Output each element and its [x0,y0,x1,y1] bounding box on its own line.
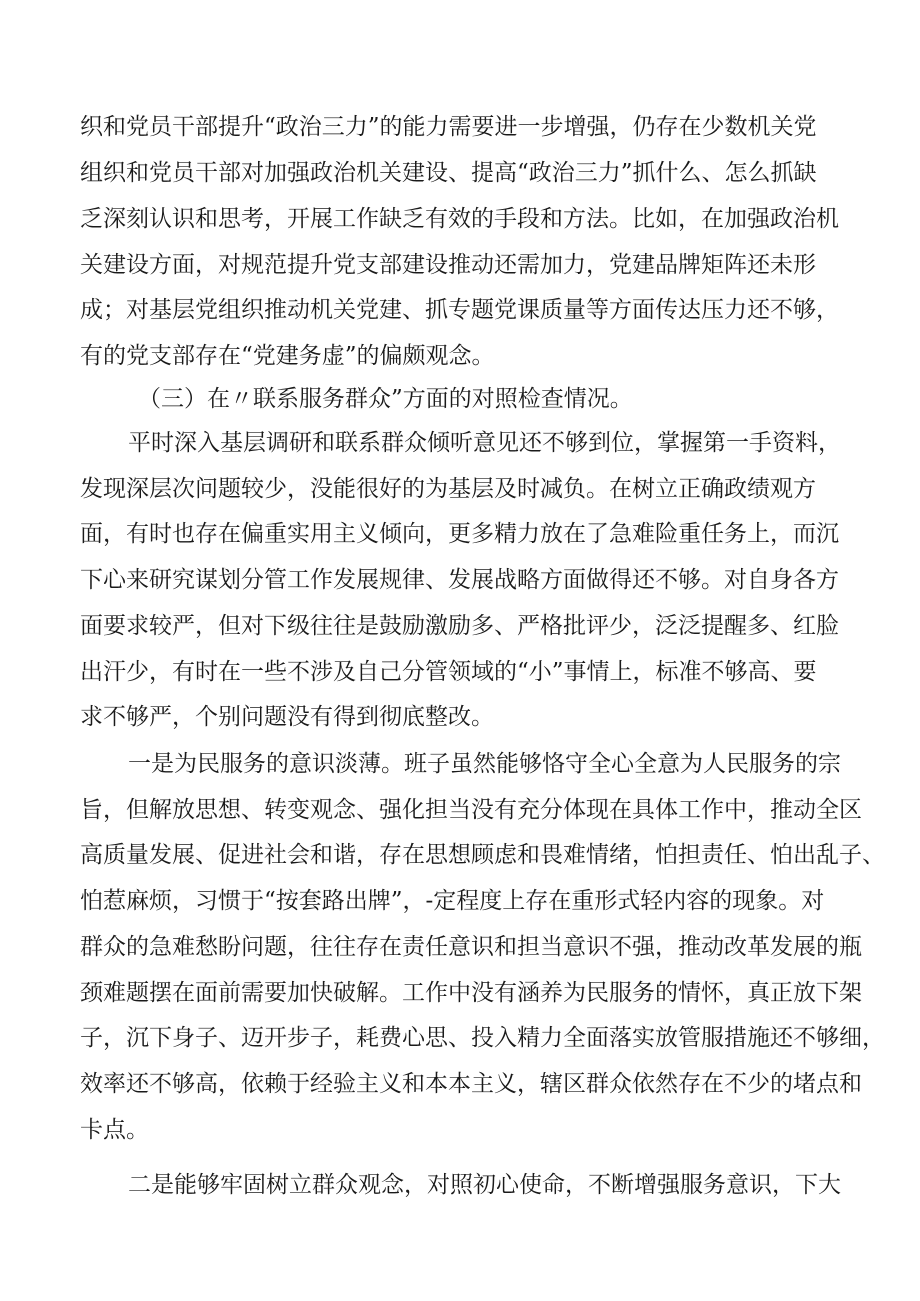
text-line: 效率还不够高，依赖于经验主义和本本主义，辖区群众依然存在不少的堵点和 [80,1071,862,1097]
text-line: 发现深层次问题较少，没能很好的为基层及时减负。在树立正确政绩观方 [80,476,816,502]
text-line: 出汗少，有时在一些不涉及自己分管领域的“小”事情上，标准不够高、要 [80,659,817,685]
text-line: 面要求较严，但对下级往往是鼓励激励多、严格批评少，泛泛提醒多、红脸 [80,613,839,639]
text-line: 怕惹麻烦，习惯于“按套路出牌”，-定程度上存在重形式轻内容的现象。对 [80,888,825,914]
text-line: 卡点。 [80,1117,149,1143]
text-line: 有的党支部存在“党建务虚”的偏颇观念。 [80,343,495,369]
text-line: 高质量发展、促进社会和谐，存在思想顾虑和畏难情绪，怕担责任、怕出乱子、 [80,842,885,868]
text-line: 颈难题摆在面前需要加快破解。工作中没有涵养为民服务的情怀，真正放下架 [80,980,862,1006]
text-line: 面，有时也存在偏重实用主义倾向，更多精力放在了急难险重任务上，而沉 [80,521,839,547]
text-line: 下心来研究谋划分管工作发展规律、发展战略方面做得还不够。对自身各方 [80,567,839,593]
text-line: 群众的急难愁盼问题，往往存在责任意识和担当意识不强，推动改革发展的瓶 [80,934,862,960]
text-line: 求不够严，个别问题没有得到彻底整改。 [80,704,494,730]
text-line: 旨，但解放思想、转变观念、强化担当没有充分体现在具体工作中，推动全区 [80,797,862,823]
text-line: 织和党员干部提升“政治三力”的能力需要进一步增强，仍存在少数机关党 [80,114,817,140]
text-line: 子，沉下身子、迈开步子，耗费心思、投入精力全面落实放管服措施还不够细， [80,1025,885,1051]
text-line: 成；对基层党组织推动机关党建、抓专题党课质量等方面传达压力还不够， [80,297,839,323]
text-line: 平时深入基层调研和联系群众倾听意见还不够到位，掌握第一手资料， [128,430,841,456]
text-line: 一是为民服务的意识淡薄。班子虽然能够恪守全心全意为人民服务的宗 [128,751,841,777]
text-line: 二是能够牢固树立群众观念，对照初心使命，不断增强服务意识，下大 [128,1172,841,1198]
text-line: 关建设方面，对规范提升党支部建设推动还需加力，党建品牌矩阵还未形 [80,252,816,278]
text-line: 乏深刻认识和思考，开展工作缺乏有效的手段和方法。比如，在加强政治机 [80,206,839,232]
text-line: 组织和党员干部对加强政治机关建设、提高“政治三力”抓什么、怎么抓缺 [80,160,817,186]
section-heading: （三）在〃联系服务群众”方面的对照检查情况。 [138,386,633,412]
